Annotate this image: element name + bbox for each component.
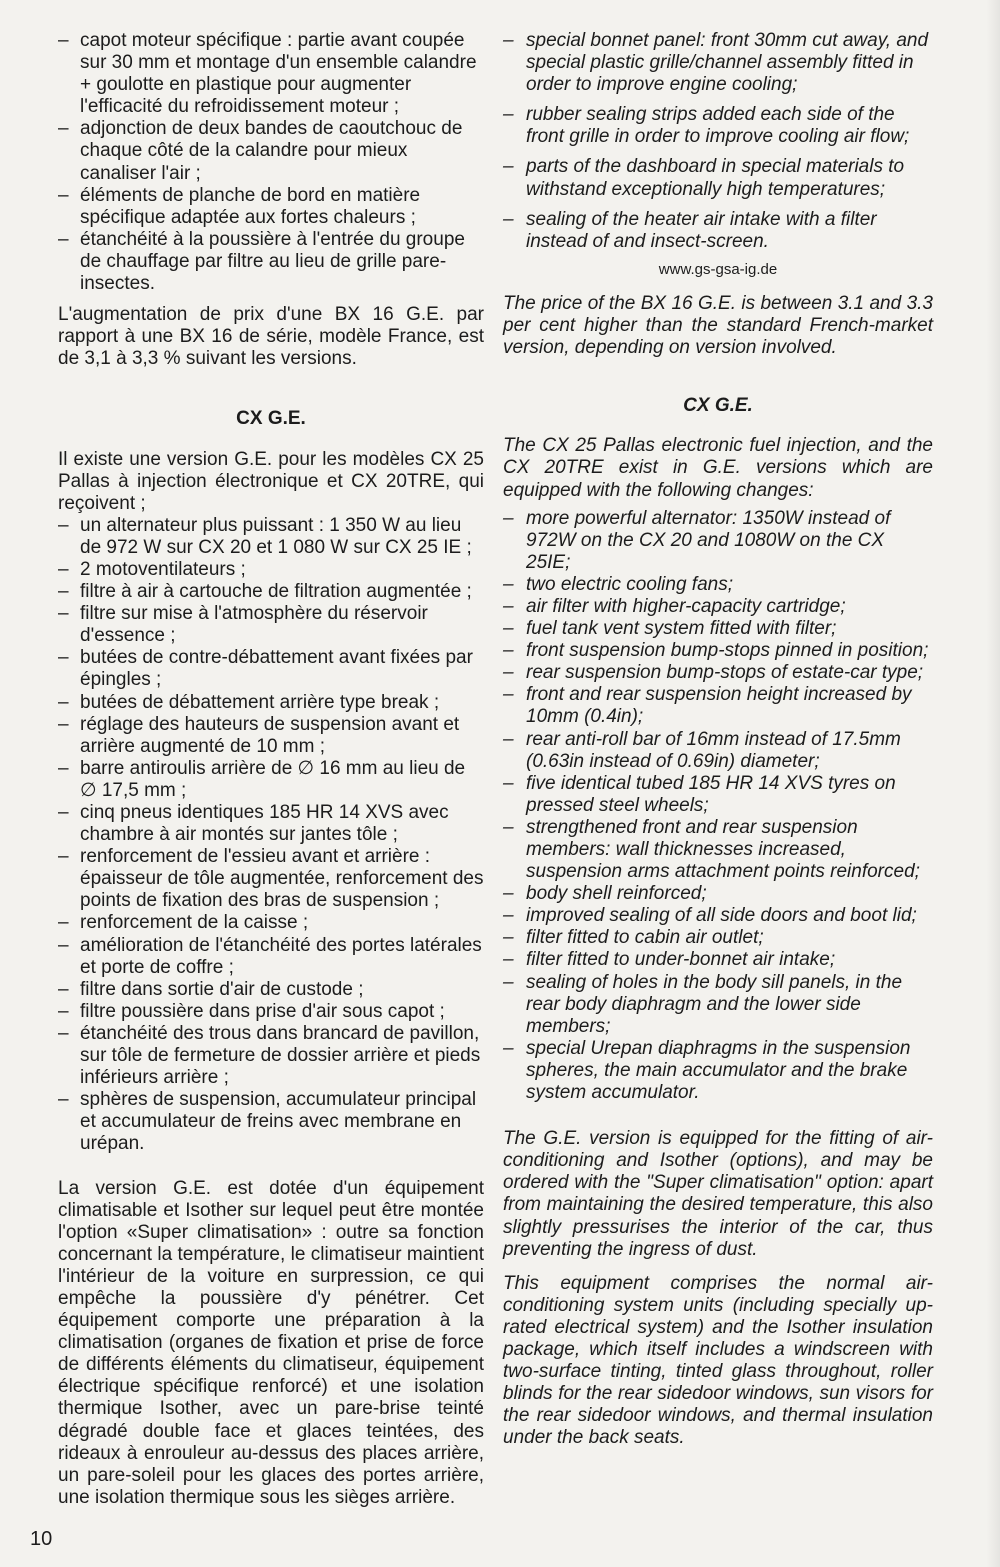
- list-item: – five identical tubed 185 HR 14 XVS tyres on pressed steel wheels;: [503, 772, 896, 816]
- list-item-text: butées de contre-débattement avant fixées par épingles ;: [80, 647, 473, 691]
- page-number: 10: [30, 1528, 53, 1550]
- watermark-url: www.gs-gsa-ig.de: [658, 260, 778, 278]
- list-item: – étanchéité à la poussière à l'entrée du groupe de chauffage par filtre au lieu de grille pare-insectes.: [58, 228, 465, 295]
- list-item-text: filtre sur mise à l'atmosphère du réservoir d'essence ;: [80, 603, 428, 647]
- list-item-text: filter fitted to under-bonnet air intake;: [526, 949, 836, 971]
- list-item-text: réglage des hauteurs de suspension avant et arrière augmenté de 10 mm ;: [80, 713, 460, 757]
- list-item: – filtre poussière dans prise d'air sous capot ;: [58, 1000, 445, 1022]
- list-item-text: front and rear suspension height increased by 10mm (0.4in);: [526, 684, 912, 728]
- en-cx-intro: The CX 25 Pallas electronic fuel injection, and the CX 20TRE exist in G.E. versions which are equipped with the following changes:: [503, 435, 933, 501]
- list-item-text: improved sealing of all side doors and boot lid;: [526, 905, 917, 927]
- list-item-text: capot moteur spécifique : partie avant coupée sur 30 mm et montage d'un ensemble calandre + goulotte en plastique pour augmenter l'efficacité du refroidissement moteur ;: [80, 30, 477, 118]
- list-item: – more powerful alternator: 1350W instead of 972W on the CX 20 and 1080W on the CX 25IE;: [503, 507, 891, 573]
- list-item: – étanchéité des trous dans brancard de pavillon, sur tôle de fermeture de dossier arrière et pieds inférieurs arrière ;: [58, 1022, 481, 1089]
- list-item-text: butées de débattement arrière type break ;: [80, 691, 440, 713]
- list-item-text: filtre dans sortie d'air de custode ;: [80, 978, 364, 1000]
- list-item-text: more powerful alternator: 1350W instead of 972W on the CX 20 and 1080W on the CX 25IE;: [526, 507, 891, 573]
- list-item-text: cinq pneus identiques 185 HR 14 XVS avec chambre à air montés sur jantes tôle ;: [80, 802, 449, 846]
- list-item-text: amélioration de l'étanchéité des portes latérales et porte de coffre ;: [80, 934, 482, 978]
- list-item-text: 2 motoventilateurs ;: [80, 558, 246, 580]
- en-cx-heading: CX G.E.: [683, 395, 753, 417]
- list-item: – fuel tank vent system fitted with filter;: [503, 618, 837, 640]
- list-item-text: strengthened front and rear suspension members: wall thicknesses increased, suspension arms attachment points reinforced;: [526, 816, 920, 883]
- list-item: – barre antiroulis arrière de ∅ 16 mm au lieu de ∅ 17,5 mm ;: [58, 757, 466, 801]
- list-item: – sphères de suspension, accumulateur principal et accumulateur de freins avec membrane en urépan.: [58, 1089, 477, 1155]
- english-column: [503, 30, 933, 1449]
- list-item: – filtre dans sortie d'air de custode ;: [58, 978, 364, 1000]
- en-price-paragraph: The price of the BX 16 G.E. is between 3.1 and 3.3 per cent higher than the standard French-market version, depending on version involved.: [503, 292, 933, 359]
- list-item: – rubber sealing strips added each side of the front grille in order to improve cooling air flow;: [503, 104, 910, 148]
- list-item: – parts of the dashboard in special materials to withstand exceptionally high temperatures;: [503, 156, 905, 200]
- list-item: – rear anti-roll bar of 16mm instead of 17.5mm (0.63in instead of 0.69in) diameter;: [503, 728, 901, 772]
- list-item: – un alternateur plus puissant : 1 350 W au lieu de 972 W sur CX 20 et 1 080 W sur CX 25 IE ;: [58, 514, 472, 558]
- en-equipment-paragraph: This equipment comprises the normal air-conditioning system units (including specially up-rated electrical system) and the Isother insulation package, which itself includes a windscreen with two-surface tinting, tinted glass throughout, roller blinds for the rear sidedoor windows, sun visors for the rear sidedoor windows, and thermal insulation under the back seats.: [503, 1272, 933, 1449]
- list-item: – sealing of holes in the body sill panels, in the rear body diaphragm and the lower side members;: [503, 971, 903, 1037]
- list-item: – capot moteur spécifique : partie avant coupée sur 30 mm et montage d'un ensemble calandre + goulotte en plastique pour augmenter l'efficacité du refroidissement moteur ;: [58, 30, 477, 118]
- list-item: – éléments de planche de bord en matière spécifique adaptée aux fortes chaleurs ;: [58, 184, 421, 228]
- list-item-text: un alternateur plus puissant : 1 350 W au lieu de 972 W sur CX 20 et 1 080 W sur CX 25 IE ;: [80, 514, 472, 558]
- list-item: – two electric cooling fans;: [503, 573, 733, 595]
- french-column: [58, 30, 484, 1509]
- list-item: – cinq pneus identiques 185 HR 14 XVS avec chambre à air montés sur jantes tôle ;: [58, 802, 449, 846]
- list-item: – renforcement de l'essieu avant et arrière : épaisseur de tôle augmentée, renforcement des points de fixation des bras de suspension ;: [58, 846, 484, 912]
- list-item: – filter fitted to under-bonnet air intake;: [503, 949, 836, 971]
- fr-intro-list: [58, 30, 484, 295]
- list-item-text: filter fitted to cabin air outlet;: [526, 927, 764, 949]
- list-item: – adjonction de deux bandes de caoutchouc de chaque côté de la calandre pour mieux canaliser l'air ;: [58, 118, 463, 184]
- list-item: – amélioration de l'étanchéité des portes latérales et porte de coffre ;: [58, 934, 482, 978]
- list-item-text: special Urepan diaphragms in the suspension spheres, the main accumulator and the brake system accumulator.: [526, 1037, 911, 1104]
- list-item: – strengthened front and rear suspension members: wall thicknesses increased, suspension arms attachment points reinforced;: [503, 816, 920, 883]
- en-intro-list: [503, 30, 933, 253]
- fr-clim-paragraph: La version G.E. est dotée d'un équipement climatisable et Isother sur lequel peut être montée l'option «Super climatisation» : outre sa fonction concernant la température, le climatiseur maintient l'intérieur de la voiture en surpression, ce qui empêche la poussière d'y pénétrer. Cet équipement comporte une préparation à la climatisation (organes de fixation et prise de force de différents éléments du climatiseur, équipement électrique spécifique renforcé) et une isolation thermique Isother, avec un pare-brise teinté dégradé double face et glaces teintées, des rideaux à enrouleur au-dessus des places arrière, un pare-soleil pour les glaces des portes arrière, une isolation thermique sous les sièges arrière.: [58, 1177, 484, 1508]
- list-item-text: sphères de suspension, accumulateur principal et accumulateur de freins avec membrane en urépan.: [80, 1089, 477, 1155]
- list-item-text: parts of the dashboard in special materials to withstand exceptionally high temperatures;: [526, 156, 905, 200]
- list-item: – rear suspension bump-stops of estate-car type;: [503, 662, 924, 684]
- fr-price-paragraph: L'augmentation de prix d'une BX 16 G.E. par rapport à une BX 16 de série, modèle France, est de 3,1 à 3,3 % suivant les versions.: [58, 304, 484, 370]
- list-item-text: étanchéité des trous dans brancard de pavillon, sur tôle de fermeture de dossier arrière et pieds inférieurs arrière ;: [80, 1022, 481, 1089]
- list-item-text: barre antiroulis arrière de ∅ 16 mm au lieu de ∅ 17,5 mm ;: [80, 757, 466, 801]
- list-item-text: front suspension bump-stops pinned in position;: [526, 640, 929, 662]
- list-item: – filter fitted to cabin air outlet;: [503, 927, 764, 949]
- list-item-text: filtre à air à cartouche de filtration augmentée ;: [80, 581, 472, 603]
- fr-cx-list: [58, 515, 484, 1156]
- list-item-text: five identical tubed 185 HR 14 XVS tyres on pressed steel wheels;: [526, 772, 896, 816]
- list-item: – butées de contre-débattement avant fixées par épingles ;: [58, 647, 473, 691]
- list-item: – filtre sur mise à l'atmosphère du réservoir d'essence ;: [58, 603, 428, 647]
- list-item: – renforcement de la caisse ;: [58, 912, 309, 934]
- list-item: – réglage des hauteurs de suspension avant et arrière augmenté de 10 mm ;: [58, 713, 460, 757]
- list-item-text: special bonnet panel: front 30mm cut away, and special plastic grille/channel assembly fitted in order to improve engine cooling;: [526, 30, 929, 96]
- list-item-text: rear anti-roll bar of 16mm instead of 17.5mm (0.63in instead of 0.69in) diameter;: [526, 728, 901, 772]
- list-item-text: étanchéité à la poussière à l'entrée du groupe de chauffage par filtre au lieu de grille pare-insectes.: [80, 228, 465, 295]
- list-item: – air filter with higher-capacity cartridge;: [503, 595, 846, 617]
- list-item-text: éléments de planche de bord en matière spécifique adaptée aux fortes chaleurs ;: [80, 184, 421, 228]
- en-clim-paragraph: The G.E. version is equipped for the fitting of air-conditioning and Isother (options), and may be ordered with the "Super climatisation" option: apart from maintaining the desired temperature, this also slightly pressurises the interior of the car, thus preventing the ingress of dust.: [503, 1128, 933, 1260]
- list-item-text: adjonction de deux bandes de caoutchouc de chaque côté de la calandre pour mieux canaliser l'air ;: [80, 118, 463, 184]
- list-item-text: filtre poussière dans prise d'air sous capot ;: [80, 1000, 445, 1022]
- list-item: – special bonnet panel: front 30mm cut away, and special plastic grille/channel assembly fitted in order to improve engine cooling;: [503, 30, 929, 96]
- list-item: – front suspension bump-stops pinned in position;: [503, 640, 929, 662]
- fr-cx-heading: CX G.E.: [236, 408, 306, 430]
- list-item-text: sealing of the heater air intake with a filter instead of and insect-screen.: [526, 208, 877, 252]
- list-item: – 2 motoventilateurs ;: [58, 558, 246, 580]
- list-item: – body shell reinforced;: [503, 883, 707, 905]
- list-item-text: body shell reinforced;: [526, 883, 707, 905]
- list-item-text: two electric cooling fans;: [526, 573, 733, 595]
- list-item: – front and rear suspension height increased by 10mm (0.4in);: [503, 684, 912, 728]
- list-item: – butées de débattement arrière type break ;: [58, 691, 440, 713]
- en-cx-list: [503, 508, 933, 1105]
- list-item-text: sealing of holes in the body sill panels, in the rear body diaphragm and the lower side members;: [526, 971, 903, 1037]
- list-item: – filtre à air à cartouche de filtration augmentée ;: [58, 581, 472, 603]
- list-item-text: fuel tank vent system fitted with filter;: [526, 618, 837, 640]
- list-item-text: renforcement de la caisse ;: [80, 912, 309, 934]
- list-item-text: rubber sealing strips added each side of the front grille in order to improve cooling air flow;: [526, 104, 910, 148]
- list-item: – sealing of the heater air intake with a filter instead of and insect-screen.: [503, 208, 877, 252]
- list-item-text: renforcement de l'essieu avant et arrière : épaisseur de tôle augmentée, renforcement des points de fixation des bras de suspension ;: [80, 846, 484, 912]
- list-item: – special Urepan diaphragms in the suspension spheres, the main accumulator and the brake system accumulator.: [503, 1037, 911, 1104]
- list-item: – improved sealing of all side doors and boot lid;: [503, 905, 917, 927]
- list-item-text: rear suspension bump-stops of estate-car type;: [526, 662, 924, 684]
- fr-cx-intro: Il existe une version G.E. pour les modèles CX 25 Pallas à injection électronique et CX 20TRE, qui reçoivent ;: [58, 448, 484, 514]
- list-item-text: air filter with higher-capacity cartridge;: [526, 595, 846, 617]
- page-edge-shadow: [986, 0, 1000, 1567]
